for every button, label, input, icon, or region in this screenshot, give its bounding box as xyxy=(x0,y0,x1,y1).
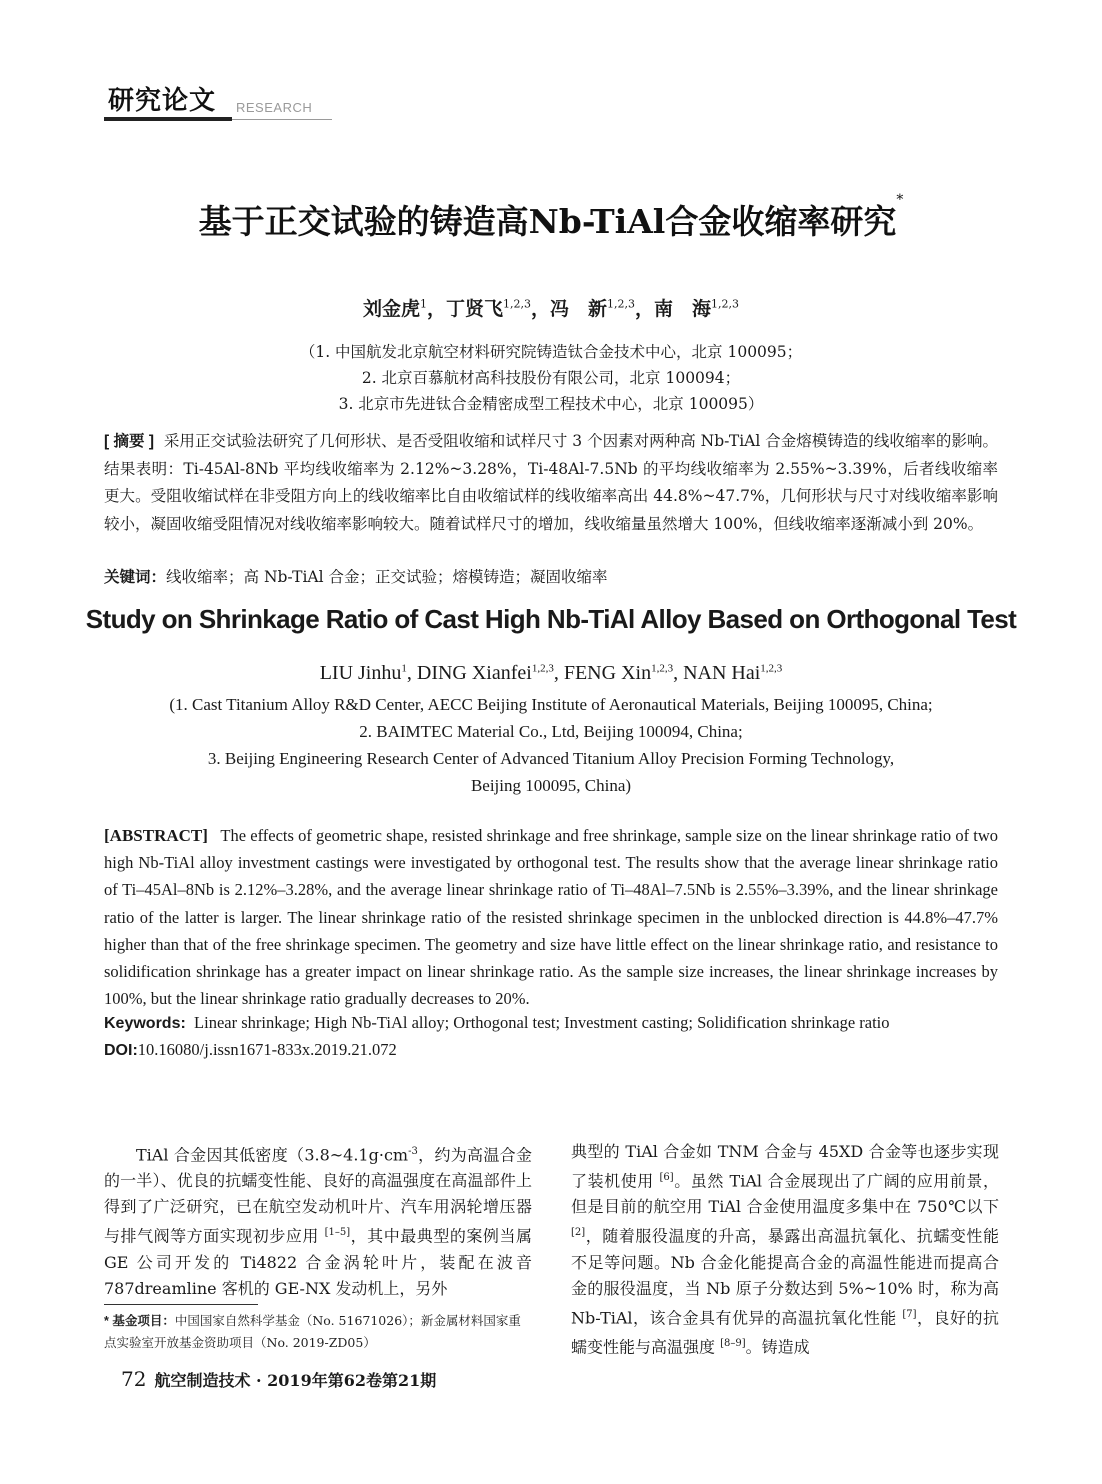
keywords-cn: 关键词：线收缩率；高 Nb-TiAl 合金；正交试验；熔模铸造；凝固收缩率 xyxy=(104,568,608,586)
footnote-label: * 基金项目： xyxy=(104,1314,175,1328)
abstract-cn: [ 摘要 ] 采用正交试验法研究了几何形状、是否受阻收缩和试样尺寸 3 个因素对两种高 Nb-TiAl 合金熔模铸造的线收缩率的影响。结果表明：Ti-45Al-8Nb 平均线收缩率为 2.12%~3.28%，Ti-48Al-7.5Nb 的平均线收缩率为 2.55%~3.39%，后者线收缩率更大。受阻收缩试样在非受阻方向上的线收缩率比自由收缩试样的线收缩率高出 44.8%~47.7%，几何形状与尺寸对线收缩率影响较小，凝固收缩受阻情况对线收缩率影响较大。随着试样尺寸的增加，线收缩量虽然增大 100%，但线收缩率逐渐减小到 20%。 xyxy=(104,432,998,533)
body-column-left: TiAl 合金因其低密度（$3.8\sim 4.1g\cdot cm^{-3}$，约为高温合金的一半）、优良的抗蠕变性能、良好的高温强度在高温部件上得到了广泛研究，已在航空发动机叶片、汽车用涡轮增压器与排气阀等方面实现初步应用 [1–5]，其中最典型的案例当属 GE 公司开发的 Ti4822 合金涡轮叶片，装配在波音 787dreamline 客机的 GE-NX 发动机上，另外 xyxy=(104,1145,532,1298)
keywords-en: Keywords: Linear shrinkage; High Nb-TiAl alloy; Orthogonal test; Investment casting; Solidification shrinkage ratio xyxy=(104,1013,890,1032)
affiliation-en: (1. Cast Titanium Alloy R&D Center, AECC Beijing Institute of Aeronautical Materials, Beijing 100095, China; xyxy=(169,695,933,714)
body-column-right: 典型的 TiAl 合金如 TNM 合金与 45XD 合金等也逐步实现了装机使用 [6]。虽然 TiAl 合金展现出了广阔的应用前景，但是目前的航空用 TiAl 合金使用温度多集中在 750℃以下 [2]，随着服役温度的升高，暴露出高温抗氧化、抗蠕变性能不足等问题。Nb 合金化能提高合金的高温性能进而提高合金的服役温度，当 Nb 原子分数达到 5%~10% 时，称为高 Nb-TiAl，该合金具有优异的高温抗氧化性能 [7]，良好的抗蠕变性能与高温强度 [8–9]。铸造成 xyxy=(571,1142,999,1357)
header-rule-thin xyxy=(232,119,332,120)
journal-issue: 航空制造技术 · 2019年第62卷第21期 xyxy=(154,1371,437,1390)
author-name: 南 海 xyxy=(654,298,712,320)
paper-title-cn: 基于正交试验的铸造高Nb-TiAl合金收缩率研究* xyxy=(198,192,904,241)
citation: [1–5] xyxy=(324,1227,351,1239)
doi-label: DOI: xyxy=(104,1042,138,1059)
author-name: 冯 新 xyxy=(550,298,608,320)
title-footnote-mark: * xyxy=(896,192,904,208)
author-name: 丁贤飞 xyxy=(445,298,503,320)
author-name: DING Xianfei xyxy=(416,662,532,684)
affiliation-cn: （1. 中国航发北京航空材料研究院铸造钛合金技术中心，北京 100095； xyxy=(299,343,803,361)
abstract-en: [ABSTRACT] The effects of geometric shape, resisted shrinkage and free shrinkage, sample size on the linear shrinkage ratio of two high Nb-TiAl alloy investment castings were investigated by orthogonal test. The results show that the average linear shrinkage ratio of Ti–45Al–8Nb is 2.12%–3.28%, and the average linear shrinkage ratio of Ti–48Al–7.5Nb is 2.55%–3.39%, and the linear shrinkage ratio of the latter is larger. The linear shrinkage ratio of the resisted shrinkage specimen in the unblocked direction is 44.8%–47.7% higher than that of the free shrinkage specimen. The geometry and size have little effect on the linear shrinkage ratio, and resistance to solidification shrinkage has a greater impact on linear shrinkage ratio. As the sample size increases, the linear shrinkage increases by 100%, but the linear shrinkage ratio gradually decreases to 20%. xyxy=(104,826,998,1009)
keywords-label-cn: 关键词： xyxy=(104,569,167,586)
header-rule xyxy=(104,117,232,121)
author-name: NAN Hai xyxy=(683,662,761,684)
footnote-rule xyxy=(104,1304,258,1305)
affiliation-en: Beijing 100095, China) xyxy=(470,776,632,795)
paper-title-en: Study on Shrinkage Ratio of Cast High Nb-TiAl Alloy Based on Orthogonal Test xyxy=(85,604,1017,634)
section-label: 研究论文 xyxy=(108,86,217,116)
page-footer xyxy=(121,1367,436,1391)
abstract-label-cn: [ 摘要 ] xyxy=(104,433,155,450)
page-number: 72 xyxy=(121,1367,147,1391)
affiliation-cn: 3. 北京市先进钛合金精密成型工程技术中心，北京 100095） xyxy=(338,395,764,413)
affiliation-en: 2. BAIMTEC Material Co., Ltd, Beijing 100094, China; xyxy=(359,722,743,741)
author-name: FENG Xin xyxy=(563,662,652,684)
section-label-en: RESEARCH xyxy=(236,100,313,115)
authors-en: LIU Jinhu$^1$, DING Xianfei$^{1,2,3}$, FENG Xin$^{1,2,3}$, NAN Hai$^{1,2,3}$ xyxy=(319,662,783,684)
footnote: * 基金项目：中国国家自然科学基金（No. 51671026）；新金属材料国家重点实验室开放基金资助项目（No. 2019-ZD05） xyxy=(104,1313,521,1350)
abstract-label-en: [ABSTRACT] xyxy=(104,826,208,845)
authors-cn: 刘金虎$^1$，丁贤飞$^{1,2,3}$，冯 新$^{1,2,3}$，南 海$^{1,2,3}$ xyxy=(362,297,740,320)
citation: [6] xyxy=(659,1172,674,1183)
doi: DOI:10.16080/j.issn1671-833x.2019.21.072 xyxy=(104,1040,397,1059)
author-name: LIU Jinhu xyxy=(319,662,402,684)
citation: [2] xyxy=(571,1227,586,1239)
author-name: 刘金虎 xyxy=(362,298,420,320)
citation: [7] xyxy=(902,1308,917,1320)
affiliation-cn: 2. 北京百慕航材高科技股份有限公司，北京 100094； xyxy=(361,369,741,387)
affiliation-en: 3. Beijing Engineering Research Center of Advanced Titanium Alloy Precision Forming Technology, xyxy=(207,749,895,768)
keywords-label-en: Keywords: xyxy=(104,1015,186,1032)
citation: [8–9] xyxy=(720,1337,746,1349)
